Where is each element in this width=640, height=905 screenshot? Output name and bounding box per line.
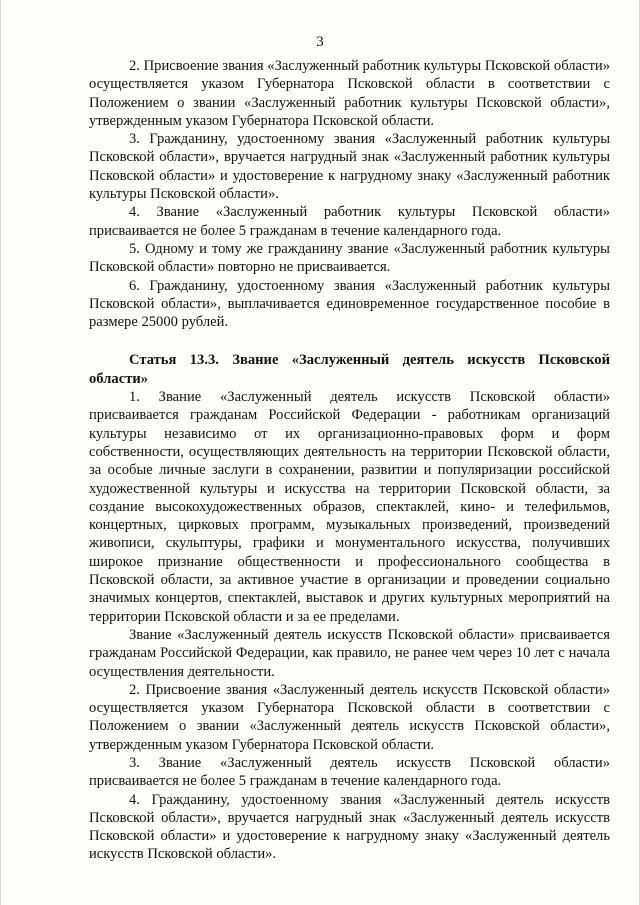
paragraph: Звание «Заслуженный деятель искусств Псковской области» присваивается гражданам Российской Федерации, как правило, не ранее чем через 10 лет с начала осуществления деятельности. (89, 626, 610, 680)
paragraph: 4. Звание «Заслуженный работник культуры Псковской области» присваивается не более 5 гражданам в течение календарного года. (89, 204, 610, 239)
paragraph: 1. Звание «Заслуженный деятель искусств Псковской области» присваивается гражданам Российской Федерации - работникам организаций культуры независимо от их организационно-правовых форм и форм собственности, осуществляющих деятельность на территории Псковской области, за особые личные заслуги в сохранении, развитии и популяризации российской художественной культуры и искусства на территории Псковской области, за создание высокохудожественных образов, спектаклей, кино- и телефильмов, концертных, цирковых программ, музыкальных произведений, произведений живописи, скульптуры, графики и монументального искусства, получивших широкое признание общественности и профессионального сообщества в Псковской области, за активное участие в организации и проведении социально значимых концертов, спектаклей, выставок и других культурных мероприятий на территории Псковской области и за ее пределами. (89, 389, 610, 625)
paragraph: 6. Гражданину, удостоенному звания «Заслуженный работник культуры Псковской области», выплачивается единовременное государственное пособие в размере 25000 рублей. (89, 277, 610, 331)
article-heading: Статья 13.3. Звание «Заслуженный деятель искусств Псковской области» (89, 352, 610, 387)
paragraph: 3. Гражданину, удостоенному звания «Заслуженный работник культуры Псковской области», вручается нагрудный знак «Заслуженный работник культуры Псковской области» и удостоверение к нагрудному знаку «Заслуженный работник культуры Псковской области». (89, 131, 610, 203)
left-page-edge (0, 0, 1, 905)
document-body (89, 57, 610, 864)
page-number: 3 (316, 34, 324, 50)
paragraph: 2. Присвоение звания «Заслуженный деятель искусств Псковской области» осуществляется указом Губернатора Псковской области в соответствии с Положением о звании «Заслуженный деятель искусств Псковской области», утвержденным указом Губернатора Псковской области. (89, 681, 610, 753)
paragraph: 2. Присвоение звания «Заслуженный работник культуры Псковской области» осуществляется указом Губернатора Псковской области в соответствии с Положением о звании «Заслуженный работник культуры Псковской области», утвержденным указом Губернатора Псковской области. (89, 58, 610, 129)
paragraph: 3. Звание «Заслуженный деятель искусств Псковской области» присваивается не более 5 гражданам в течение календарного года. (89, 754, 610, 790)
paragraph: 5. Одному и тому же гражданину звание «Заслуженный работник культуры Псковской области» повторно не присваивается. (89, 240, 610, 276)
paragraph: 4. Гражданину, удостоенному звания «Заслуженный деятель искусств Псковской области», вручается нагрудный знак «Заслуженный деятель искусств Псковской области» и удостоверение к нагрудному знаку «Заслуженный деятель искусств Псковской области». (89, 791, 610, 863)
